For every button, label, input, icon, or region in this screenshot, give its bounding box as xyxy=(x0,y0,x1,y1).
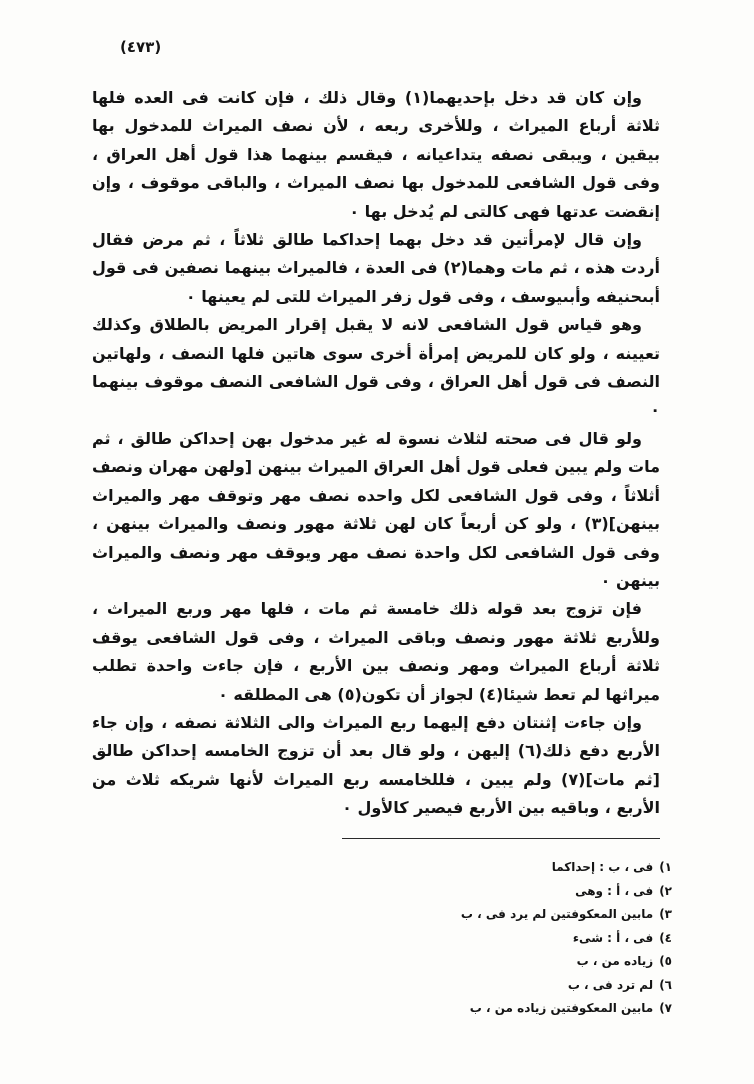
footnote-text: فى ، أ : وهى xyxy=(575,883,654,898)
footnote-divider xyxy=(342,838,660,839)
footnote xyxy=(340,974,672,998)
footnote xyxy=(340,927,672,951)
paragraph: وإن كان قد دخل بإحديهما(١) وقال ذلك ، فإن كانت فى العده فلها ثلاثة أرباع الميراث ، وللأخرى ربعه ، لأن نصف الميراث للمدخول بها بيقين ، ويبقى نصفه يتداعيانه ، فيقسم بينهما هذا قول أهل العراق ، وفى قول الشافعى للمدخول بها نصف الميراث ، والباقى موقوف ، وإن إنقضت عدتها فهى كالتى لم يُدخل بها ٠ xyxy=(92,88,660,221)
footnote xyxy=(340,880,672,904)
footnote-text: فى ، ب : إحداكما xyxy=(551,860,654,874)
footnote xyxy=(340,903,672,927)
footnote xyxy=(340,997,672,1021)
footnote-text: مابين المعكوفتين لم يرد فى ، ب xyxy=(460,907,654,921)
footnote xyxy=(340,856,672,880)
footnote-number: ٣) xyxy=(659,907,672,921)
footnote-number: ٥) xyxy=(659,954,672,968)
footnote-number: ٧) xyxy=(659,1001,672,1015)
main-text xyxy=(92,84,660,823)
page-number: (٤٧٣) xyxy=(120,38,162,56)
footnote-text: زياده من ، ب xyxy=(576,954,654,968)
paragraph: وإن قال لإمرأتين قد دخل بهما إحداكما طالق ثلاثاً ، ثم مرض فقال أردت هذه ، ثم مات وهما(٢) فى العدة ، فالميراث بينهما نصفين فى قول أبىحنيفه وأبىيوسف ، وفى قول زفر الميراث للتى لم يعينها ٠ xyxy=(92,230,661,306)
footnote-text: مابين المعكوفتين زياده من ، ب xyxy=(469,1001,654,1015)
footnote-number: ١) xyxy=(659,860,672,874)
paragraph: وإن جاءت إثنتان دفع إليهما ربع الميراث والى الثلاثة نصفه ، وإن جاء الأربع دفع ذلك(٦) إليهن ، ولو قال بعد أن تزوج الخامسه إحداكن طالق [ثم مات](٧) ولم يبين ، فللخامسه ربع الميراث لأنها شريكه ثلاث من الأربع ، وباقيه بين الأربع فيصير كالأول ٠ xyxy=(92,712,660,818)
footnote-number: ٤) xyxy=(659,930,672,945)
footnote xyxy=(340,950,672,974)
footnotes xyxy=(340,856,672,1021)
footnote-text: لم ترد فى ، ب xyxy=(567,977,654,992)
paragraph: ولو قال فى صحته لثلاث نسوة له غير مدخول بهن إحداكن طالق ، ثم مات ولم يبين فعلى قول أهل العراق الميراث بينهن [ولهن مهران ونصف أثلاثاً ، وفى قول الشافعى لكل واحده نصف مهر وتوقف مهر والميراث بينهن](٣) ، ولو كن أربعاً كان لهن ثلاثة مهور ونصف والميراث بينهن ، وفى قول الشافعى لكل واحدة نصف مهر ويوقف مهر ونصف والميراث بينهن ٠ xyxy=(92,428,660,590)
footnote-text: فى ، أ : شىء xyxy=(572,930,654,945)
footnote-number: ٦) xyxy=(659,977,672,992)
footnote-number: ٢) xyxy=(659,883,672,898)
paragraph: فإن تزوج بعد قوله ذلك خامسة ثم مات ، فلها مهر وربع الميراث ، وللأربع ثلاثة مهور ونصف وباقى الميراث ، وفى قول الشافعى يوقف ثلاثة أرباع الميراث ومهر ونصف بين الأربع ، فإن جاءت واحدة تطلب ميراثها لم تعط شيئا(٤) لجواز أن تكون(٥) هى المطلقه ٠ xyxy=(92,599,660,704)
paragraph: وهو قياس قول الشافعى لانه لا يقبل إقرار المريض بالطلاق وكذلك تعيينه ، ولو كان للمريض إمرأة أخرى سوى هاتين فلها النصف ، ولهاتين النصف فى قول أهل العراق ، وفى قول الشافعى النصف موقوف بينهما ٠ xyxy=(92,315,660,420)
